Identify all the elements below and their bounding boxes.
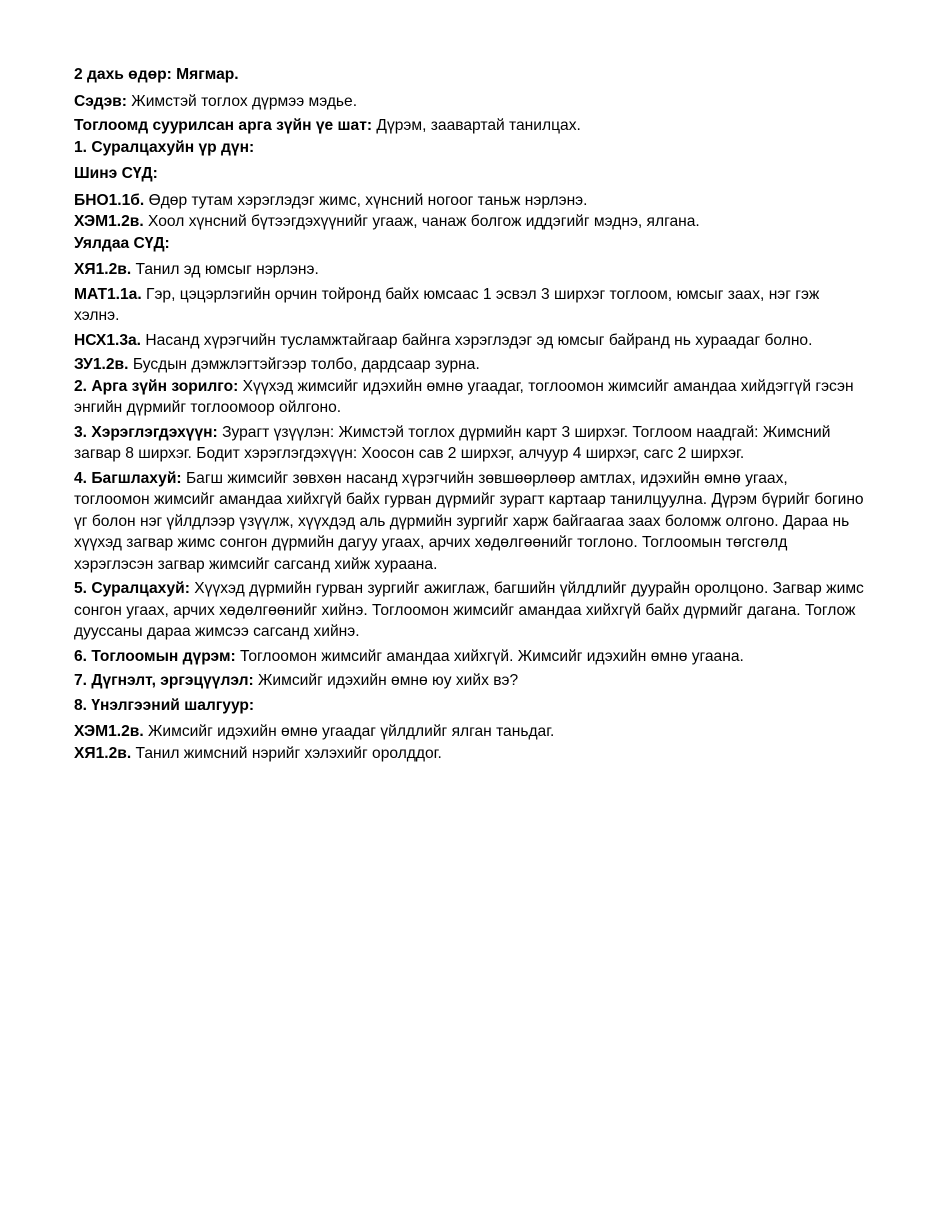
- related-sud-heading: Уялдаа СҮД:: [74, 234, 170, 252]
- section-label: 7. Дүгнэлт, эргэцүүлэл:: [74, 672, 254, 689]
- sud-text: Насанд хүрэгчийн тусламжтайгаар байнга хэрэглэдэг эд юмсыг байранд нь хураадаг болно.: [141, 331, 813, 349]
- related-sud-item: [74, 259, 864, 281]
- sud-code: БНО1.1б.: [74, 191, 145, 209]
- related-sud-item: [74, 330, 864, 352]
- section-label: 3. Хэрэглэгдэхүүн:: [74, 423, 218, 441]
- document-body: [74, 64, 864, 764]
- section-reflection: [74, 670, 864, 692]
- section-label: 6. Тоглоомын дүрэм:: [74, 647, 236, 665]
- stage-text: Дүрэм, заавартай танилцах.: [372, 117, 581, 134]
- sud-text: Гэр, цэцэрлэгийн орчин тойронд байх юмсаас 1 эсвэл 3 ширхэг тоглоом, юмсыг заах, нэг гэж хэлнэ.: [74, 285, 820, 324]
- section-text: Жимсийг идэхийн өмнө юу хийх вэ?: [253, 672, 519, 689]
- sud-code: ХЯ1.2в.: [74, 261, 132, 278]
- outcome-heading: 1. Суралцахуйн үр дүн:: [74, 138, 255, 156]
- sud-text: Өдөр тутам хэрэглэдэг жимс, хүнсний ногоог таньж нэрлэнэ.: [144, 191, 588, 209]
- assessment-item: [74, 721, 864, 743]
- sud-code: ЗУ1.2в.: [74, 356, 129, 373]
- related-sud-item: [74, 284, 864, 327]
- assessment-item: [74, 743, 864, 765]
- sud-code: МАТ1.1а.: [74, 285, 142, 303]
- section-text: Хүүхэд дүрмийн гурван зургийг ажиглаж, багшийн үйлдлийг дуурайн оролцоно. Загвар жимс сонгон угаах, арчих хөдөлгөөнийг хийнэ. Тоглоомон жимсийг амандаа хийхгүй байх дүрмийг дагана. Тоглож дууссаны дараа жимсээ сагсанд хийнэ.: [74, 580, 864, 640]
- sud-text: Танил жимсний нэрийг хэлэхийг оролддог.: [131, 744, 442, 762]
- new-sud-heading: Шинэ СҮД:: [74, 165, 158, 182]
- section-text: Хүүхэд жимсийг идэхийн өмнө угаадаг, тоглоомон жимсийг амандаа хийдэггүй гэсэн энгийн дүрмийг тоглоомоор ойлгоно.: [74, 377, 854, 416]
- stage-line: [74, 115, 864, 137]
- section-text: Багш жимсийг зөвхөн насанд хүрэгчийн зөвшөөрлөөр амтлах, идэхийн өмнө угаах, тоглоомон жимсийг амандаа хийхгүй байх гурван дүрмийг зурагт картаар танилцуулна. Дүрэм бүрийг богино үг болон нэг үйлдлээр үзүүлж, хүүхдэд аль дүрмийн зургийг харж байгаагаа заах боломж олгоно. Дараа нь хүүхэд загвар жимс сонгон дүрмийн дагуу угаах, арчих хөдөлгөөнийг тоглоно. Тоглоомын төгсгөлд хэрэглэсэн загвар жимсийг сагсанд хийж хураана.: [74, 469, 864, 573]
- section-label: 4. Багшлахуй:: [74, 469, 182, 487]
- sud-code: ХЭМ1.2в.: [74, 213, 144, 230]
- section-text: Тоглоомон жимсийг амандаа хийхгүй. Жимсийг идэхийн өмнө угаана.: [235, 647, 744, 665]
- sud-text: Жимсийг идэхийн өмнө угаадаг үйлдлийг ялган таньдаг.: [143, 723, 555, 740]
- new-sud-item: [74, 190, 864, 212]
- sud-text: Бусдын дэмжлэгтэйгээр толбо, дардсаар зурна.: [128, 356, 480, 373]
- section-materials: [74, 422, 864, 465]
- topic-line: [74, 91, 864, 113]
- section-goal: [74, 376, 864, 419]
- topic-label: Сэдэв:: [74, 92, 127, 110]
- sud-text: Хоол хүнсний бүтээгдэхүүнийг угааж, чанаж болгож иддэгийг мэднэ, ялгана.: [143, 213, 700, 230]
- section-game-rule: [74, 646, 864, 668]
- assessment-heading: 8. Үнэлгээний шалгуур:: [74, 696, 255, 714]
- stage-label: Тоглоомд суурилсан арга зүйн үе шат:: [74, 117, 373, 134]
- sud-code: НСХ1.3а.: [74, 331, 142, 349]
- section-teaching: [74, 468, 864, 576]
- section-label: 5. Суралцахуй:: [74, 580, 190, 597]
- section-learning: [74, 578, 864, 643]
- new-sud-item: [74, 211, 864, 233]
- section-text: Зурагт үзүүлэн: Жимстэй тоглох дүрмийн карт 3 ширхэг. Тоглоом наадгай: Жимсний загвар 8 ширхэг. Бодит хэрэглэгдэхүүн: Хоосон сав 2 ширхэг, алчуур 4 ширхэг, сагс 2 ширхэг.: [74, 423, 831, 462]
- sud-text: Танил эд юмсыг нэрлэнэ.: [131, 261, 319, 278]
- related-sud-item: [74, 354, 864, 376]
- section-label: 2. Арга зүйн зорилго:: [74, 377, 239, 395]
- topic-text: Жимстэй тоглох дүрмээ мэдье.: [126, 92, 358, 110]
- sud-code: ХЭМ1.2в.: [74, 723, 144, 740]
- sud-code: ХЯ1.2в.: [74, 744, 132, 762]
- day-heading: 2 дахь өдөр: Мягмар.: [74, 66, 239, 83]
